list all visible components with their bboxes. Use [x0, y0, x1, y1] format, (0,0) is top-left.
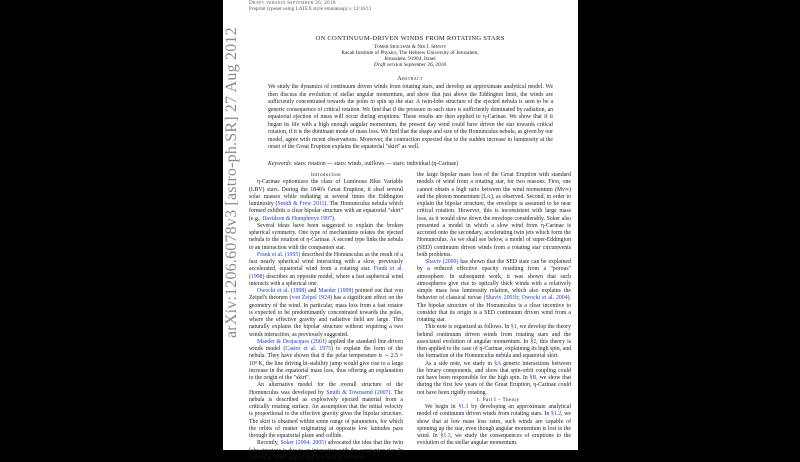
- citation-link[interactable]: Frank et al. (1995): [257, 251, 301, 258]
- draft-line: Draft version September 26, 2018: [249, 0, 336, 6]
- section-part-one: 1. Part I – Theory: [476, 396, 520, 403]
- citation-link[interactable]: Davidson & Humphreys 1997: [262, 215, 332, 222]
- right-column: [417, 172, 571, 448]
- paragraph: We begin in §1.1 by developing an approximate analytical model of continuum driven winds from rotating stars. In §1.2, we show that at low mass loss rates, such winds are capable of spinning up the star, even though angular momentum is lost to the wind. In §1.3, we study the consequences of eruptions to the evolution of the stellar angular momentum.: [417, 404, 571, 447]
- section-link[interactable]: §1.3: [440, 433, 451, 439]
- paragraph: An alternative model for the overall structure of the Homunculus was developed by Smith & Townsend (2007). The nebula is described as explosively ejected material from a critically rotating surface. An assumption that the initial velocity is proportional to the effective gravity gives the bipolar structure. The skirt is obtained within some range of parameters, for which the orbits of matter originating at opposite low latitudes pass through the equatorial plane and collide.: [249, 382, 403, 439]
- running-header: [249, 0, 372, 12]
- abstract-text: We study the dynamics of continuum driven winds from rotating stars, and develop an approximate analytical model. We then discuss the evolution of stellar angular momentum, and show that just above the Eddington limit, the winds are sufficiently concentrated towards the poles to spin up the star. A twin-lobe structure of the ejected nebula is seen to be a generic consequence of critical rotation. We find that if the pressure in such stars is sufficiently dominated by radiation, an equatorial ejection of mass will occur during eruptions. These results are then applied to η-Carinae. We show that if it began its life with a high enough angular momentum, the present day wind could have driven the star towards critical rotation, if it is the dominant mode of mass loss. We find that the shape and size of the Homunculus nebula, as given by our model, agree with recent observations. Moreover, the contraction expected due to the sudden increase in luminosity at the onset of the Great Eruption explains the equatorial "skirt" as well.: [268, 84, 553, 150]
- address: Jerusalem, 91904, Israel: [384, 56, 436, 63]
- author-names: Tomer Shacham & Nir J. Shaviv: [373, 44, 447, 50]
- section-link[interactable]: §1.2: [550, 411, 562, 418]
- arxiv-identifier[interactable]: arXiv:1206.6078v3 [astro-ph.SR] 27 Aug 2012: [223, 27, 240, 338]
- citation-link[interactable]: Smith & Frew 2011: [277, 201, 325, 207]
- section-introduction: Introduction: [311, 172, 341, 178]
- section-link[interactable]: §2: [530, 338, 537, 345]
- author-block: [245, 44, 575, 68]
- paragraph: Owocki et al. (1998) and Maeder (1999) pointed out that von Zeipel's theorem (von Zeipel 1924) has a significant effect on the geometry of the wind. In particular, mass loss from a fast rotator is expected to be predominantly concentrated towards the poles, where the effective gravity and radiative field are large. This naturally explains the bipolar structure without requiring a two winds interaction, as previously suggested.: [249, 288, 403, 338]
- citation-link[interactable]: von Zeipel 1924: [291, 295, 331, 302]
- citation-link[interactable]: Soker (2004, 2005): [280, 440, 327, 447]
- keywords-text: stars: rotation — stars: winds, outflows — stars: individual (η-Carinae): [294, 161, 459, 167]
- paragraph: Shaviv (2000) has shown that the SED state can be explained by a reduced effective opacity resulting from a "porous" atmosphere. In subsequent work, it was shown that such atmospheres give rise to optically thick winds with a relatively simple mass loss luminosity relation, which also explains the behavior of classical novae (Shaviv 2001b; Owocki et al. 2004). The bipolar structure of the Homunculus is a clear incentive to consider that its origin is a SED continuum driven wind from a rotating star.: [417, 259, 571, 323]
- preprint-line: Preprint typeset using LATEX style emulateapj v. 12/16/11: [249, 6, 372, 12]
- citation-link[interactable]: Maeder (1999): [318, 288, 354, 294]
- citation-link[interactable]: Castor et al. 1975: [285, 346, 331, 352]
- citation-link[interactable]: Frank et al. (1998): [249, 266, 403, 280]
- citation-link[interactable]: Shaviv (2000): [425, 259, 459, 265]
- paragraph: This note is organized as follows. In §1, we develop the theory behind continuum driven winds from rotating stars and the associated evolution of angular momentum. In §2, this theory is then applied to the case of η-Carinae, explaining its high spin, and the formation of the Homunculus nebula and equatorial skirt.: [417, 324, 572, 360]
- affiliation: Racah Institute of Physics, The Hebrew University of Jerusalem,: [341, 50, 479, 57]
- paragraph: As a side note, we study in §A generic interactions between the binary components, and show that spin-orbit coupling could not have been responsible for the high spin. In §B, we show that during the first few years of the Great Eruption, η-Carinae could not have been rigidly rotating.: [417, 360, 571, 396]
- draft-date: Draft version September 26, 2018: [374, 62, 446, 69]
- left-column: [249, 172, 403, 462]
- paragraph: Frank et al. (1995) described the Homunculus as the result of a fast nearly spherical wind interacting with a slow, previously accelerated, equatorial wind from a rotating star. Frank et al. (1998) describes an opposite model, where a fast aspherical wind interacts with a spherical one.: [249, 251, 403, 287]
- citation-link[interactable]: Owocki et al. 2004: [521, 295, 568, 302]
- keywords-label: Keywords:: [268, 161, 293, 167]
- abstract-heading: Abstract: [397, 75, 423, 82]
- section-link[interactable]: §1.1: [458, 404, 469, 410]
- paragraph: the large bipolar mass loss of the Great Eruption with standard models of wind from a rotating star, for two reasons. First, one cannot obtain a high ratio between the wind momentum (Ṁv∞) and the photon momentum (L/c), as observed. Second, in order to explain the bipolar structure, the envelope is assumed to be near critical rotation. However, this is inconsistent with large mass loss, as it would slow down the envelope considerably. Soker also presented a model in which a slow wind from η-Carinae is accreted onto the secondary, accelerating twin jets which form the Homunculus. As we shall see below, a model of super-Eddington (SED) continuum driven winds from a rotating star circumvents both problems.: [417, 172, 571, 258]
- citation-link[interactable]: Smith & Townsend (2007): [326, 389, 391, 396]
- section-link[interactable]: §B: [529, 375, 537, 381]
- keywords: [268, 161, 553, 169]
- paragraph: Maeder & Desjacques (2001) applied the standard line driven winds model (Castor et al. 1975) to explain the form of the nebula. They have shown that if the polar temperature is ∼ 2.5 × 10⁴ K, the line driving bi-stability jump would give rise to a large increase in the equatorial mass loss, thus offering an explanation to the origin of the "skirt".: [249, 338, 403, 381]
- paragraph: Recently, Soker (2004, 2005) advocated the idea that the twin lobe structure is due to an interaction with the companion star. In particular, Soker argued that it is hard to reconcile: [249, 440, 403, 461]
- section-link[interactable]: §A: [494, 360, 501, 367]
- arxiv-sidebar: [220, 27, 245, 340]
- citation-link[interactable]: Maeder & Desjacques (2001): [257, 338, 327, 345]
- paragraph: Several ideas have been suggested to explain the broken spherical symmetry. One type of mechanisms relates the ejected nebula to the rotation of η-Carinae. A second type links the nebula to an interaction with the companion star.: [249, 222, 403, 251]
- paragraph: η-Carinae epitomizes the class of Luminous Blue Variable (LBV) stars. During the 1840's Great Eruption, it shed several solar masses while radiating at several times the Eddington luminosity (Smith & Frew 2011). The Homunculus nebula which formed exhibits a clear bipolar structure with an equatorial "skirt" (e.g., Davidson & Humphreys 1997).: [249, 179, 403, 222]
- paper-title: ON CONTINUUM-DRIVEN WINDS FROM ROTATING STARS: [315, 35, 505, 42]
- section-link[interactable]: §1: [510, 324, 517, 331]
- citation-link[interactable]: Shaviv 2001b: [485, 295, 519, 302]
- citation-link[interactable]: Owocki et al. (1998): [257, 288, 307, 294]
